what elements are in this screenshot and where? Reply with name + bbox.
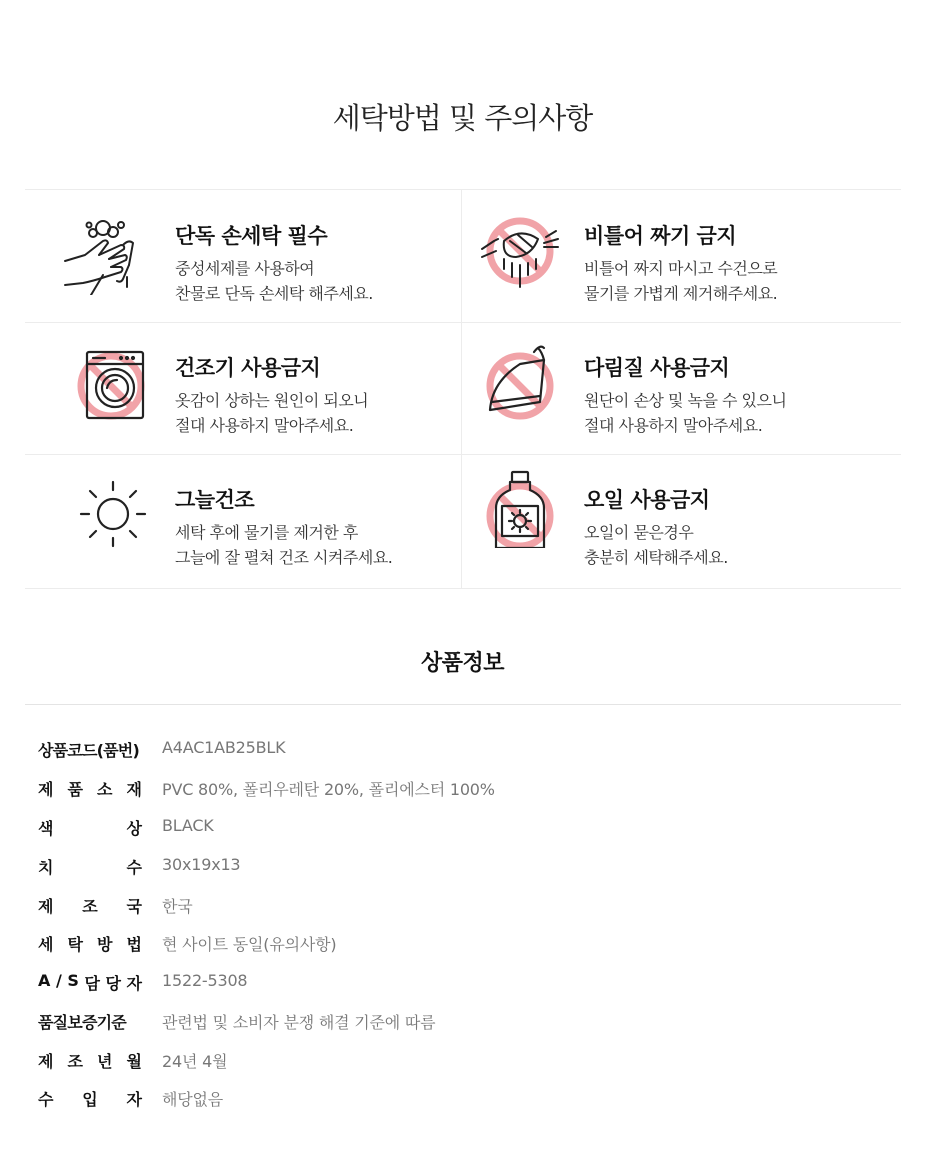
care-item-no-iron <box>480 342 910 472</box>
info-value: PVC 80%, 폴리우레탄 20%, 폴리에스터 100% <box>162 780 495 799</box>
care-instructions-grid <box>25 189 901 589</box>
no-oil-icon <box>480 468 560 548</box>
care-item-no-dryer <box>75 342 505 472</box>
care-description <box>584 388 786 438</box>
care-desc-line: 비틀어 짜지 마시고 수건으로 <box>584 259 778 278</box>
product-info-divider <box>25 704 901 705</box>
info-label: 치 수 <box>38 858 142 877</box>
care-description <box>175 256 373 306</box>
info-label: 세 탁 방 법 <box>38 935 142 954</box>
care-desc-line: 물기를 가볍게 제거해주세요. <box>584 284 778 303</box>
info-row <box>38 894 898 924</box>
info-value: A4AC1AB25BLK <box>162 738 286 757</box>
care-desc-line: 충분히 세탁해주세요. <box>584 548 728 567</box>
care-desc-line: 세탁 후에 물기를 제거한 후 <box>175 523 358 542</box>
care-desc-line: 중성세제를 사용하여 <box>175 259 315 278</box>
info-label: 제 조 국 <box>38 897 142 916</box>
no-dryer-icon <box>75 342 155 422</box>
care-heading: 다림질 사용금지 <box>584 356 730 380</box>
info-label: 수 입 자 <box>38 1090 142 1109</box>
care-heading: 건조기 사용금지 <box>175 356 321 380</box>
care-heading: 비틀어 짜기 금지 <box>584 224 737 248</box>
care-description <box>175 520 392 570</box>
info-row <box>38 855 898 885</box>
info-value: 1522-5308 <box>162 971 248 990</box>
info-value: 24년 4월 <box>162 1052 228 1071</box>
care-desc-line: 절대 사용하지 말아주세요. <box>175 416 354 435</box>
info-label: 품질보증기준 <box>38 1013 126 1032</box>
info-label: A / S 담 당 자 <box>38 971 142 993</box>
info-row <box>38 971 898 1001</box>
info-value: 현 사이트 동일(유의사항) <box>162 935 337 954</box>
care-item-no-oil <box>480 474 910 604</box>
info-label: 색 상 <box>38 819 142 838</box>
info-value: 관련법 및 소비자 분쟁 해결 기준에 따름 <box>162 1013 436 1032</box>
care-item-no-wring <box>480 210 910 340</box>
no-wring-icon <box>480 215 560 295</box>
info-row <box>38 1087 898 1117</box>
care-item-shade-dry <box>75 474 505 604</box>
info-row <box>38 777 898 807</box>
care-desc-line: 옷감이 상하는 원인이 되오니 <box>175 391 369 410</box>
care-item-hand-wash <box>63 210 493 340</box>
care-heading: 그늘건조 <box>175 488 255 512</box>
care-description <box>584 256 777 306</box>
care-title: 세탁방법 및 주의사항 <box>332 101 593 135</box>
care-description <box>175 388 368 438</box>
hand-wash-icon <box>63 215 143 295</box>
care-description <box>584 520 728 570</box>
care-desc-line: 절대 사용하지 말아주세요. <box>584 416 763 435</box>
info-label: 제 품 소 재 <box>38 780 142 799</box>
care-heading: 오일 사용금지 <box>584 488 710 512</box>
info-value: BLACK <box>162 816 214 835</box>
info-value: 30x19x13 <box>162 855 241 874</box>
info-row <box>38 816 898 846</box>
shade-dry-sun-icon <box>75 474 155 554</box>
no-iron-icon <box>480 342 560 422</box>
care-heading: 단독 손세탁 필수 <box>175 224 328 248</box>
info-row <box>38 738 898 768</box>
info-label: 상품코드(품번) <box>38 741 139 760</box>
info-row <box>38 1010 898 1040</box>
product-info-title: 상품정보 <box>420 651 504 676</box>
care-desc-line: 오일이 묻은경우 <box>584 523 694 542</box>
care-desc-line: 원단이 손상 및 녹을 수 있으니 <box>584 391 787 410</box>
info-value: 해당없음 <box>162 1090 224 1109</box>
care-desc-line: 그늘에 잘 펼쳐 건조 시켜주세요. <box>175 548 393 567</box>
info-value: 한국 <box>162 897 193 916</box>
info-row <box>38 1049 898 1079</box>
info-row <box>38 932 898 962</box>
info-label: 제 조 년 월 <box>38 1052 142 1071</box>
care-desc-line: 찬물로 단독 손세탁 해주세요. <box>175 284 373 303</box>
